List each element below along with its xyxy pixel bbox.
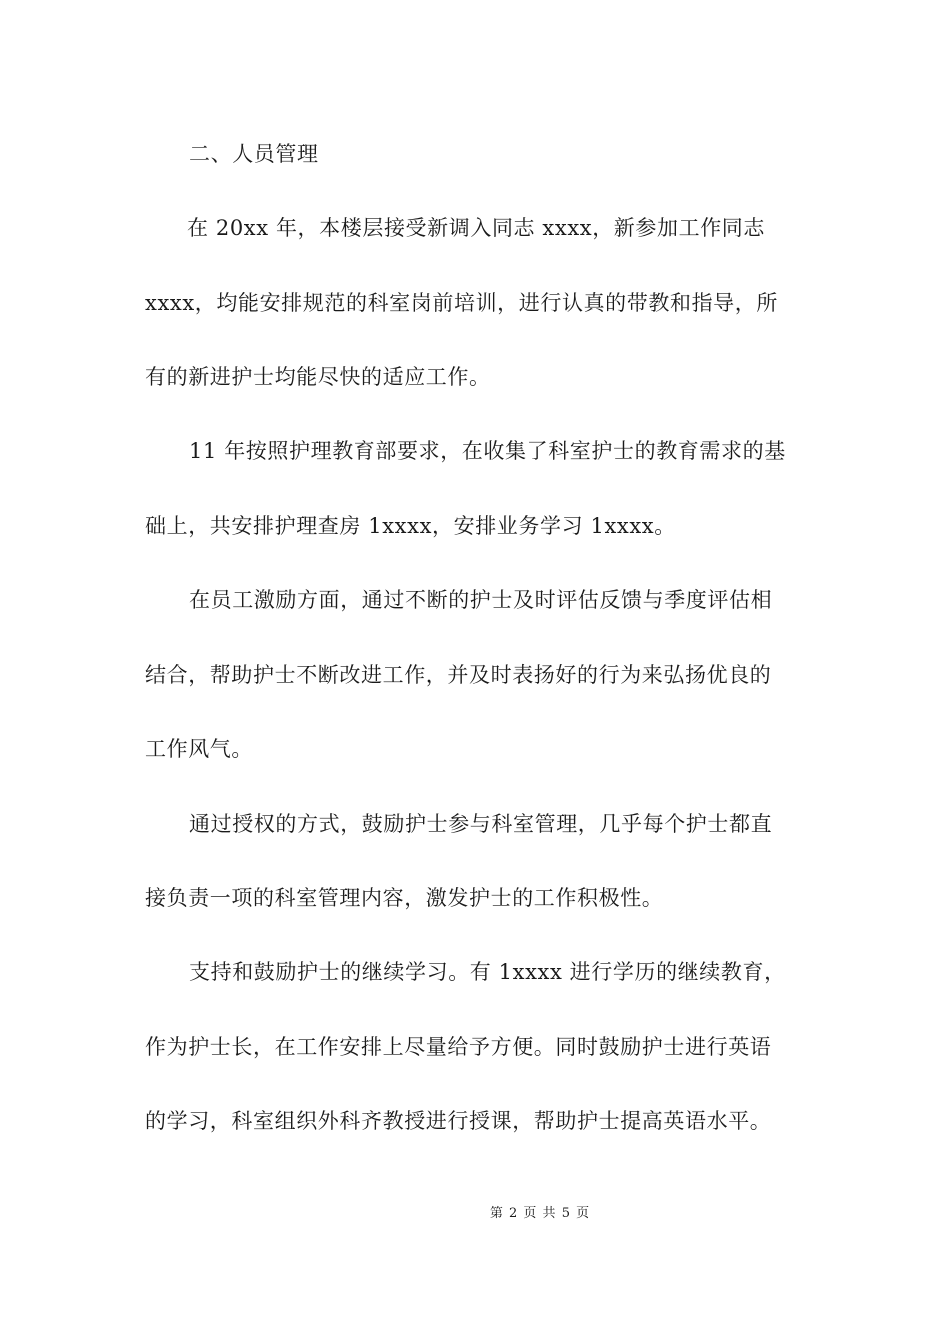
paragraph-line: 结合，帮助护士不断改进工作，并及时表扬好的行为来弘扬优良的: [145, 663, 772, 687]
paragraph-line: 支持和鼓励护士的继续学习。有 1xxxx 进行学历的继续教育，: [189, 960, 786, 984]
paragraph-line: 11 年按照护理教育部要求，在收集了科室护士的教育需求的基: [189, 439, 786, 463]
paragraph-line: 工作风气。: [145, 737, 253, 761]
paragraph-line: 通过授权的方式，鼓励护士参与科室管理，几乎每个护士都直: [189, 812, 773, 836]
paragraph-line: 有的新进护士均能尽快的适应工作。: [145, 365, 491, 389]
paragraph-line: 在 20xx 年，本楼层接受新调入同志 xxxx，新参加工作同志: [187, 216, 766, 240]
page-footer: 第 2 页 共 5 页: [489, 1206, 591, 1221]
paragraph-line: 础上，共安排护理查房 1xxxx，安排业务学习 1xxxx。: [145, 514, 676, 538]
paragraph-line: xxxx，均能安排规范的科室岗前培训，进行认真的带教和指导，所: [145, 291, 778, 315]
section-heading: 二、人员管理: [189, 142, 319, 166]
paragraph-line: 接负责一项的科室管理内容，激发护士的工作积极性。: [145, 886, 664, 910]
paragraph-line: 在员工激励方面，通过不断的护士及时评估反馈与季度评估相: [189, 588, 773, 612]
paragraph-line: 作为护士长，在工作安排上尽量给予方便。同时鼓励护士进行英语: [145, 1035, 772, 1059]
paragraph-line: 的学习，科室组织外科齐教授进行授课，帮助护士提高英语水平。: [145, 1109, 772, 1133]
